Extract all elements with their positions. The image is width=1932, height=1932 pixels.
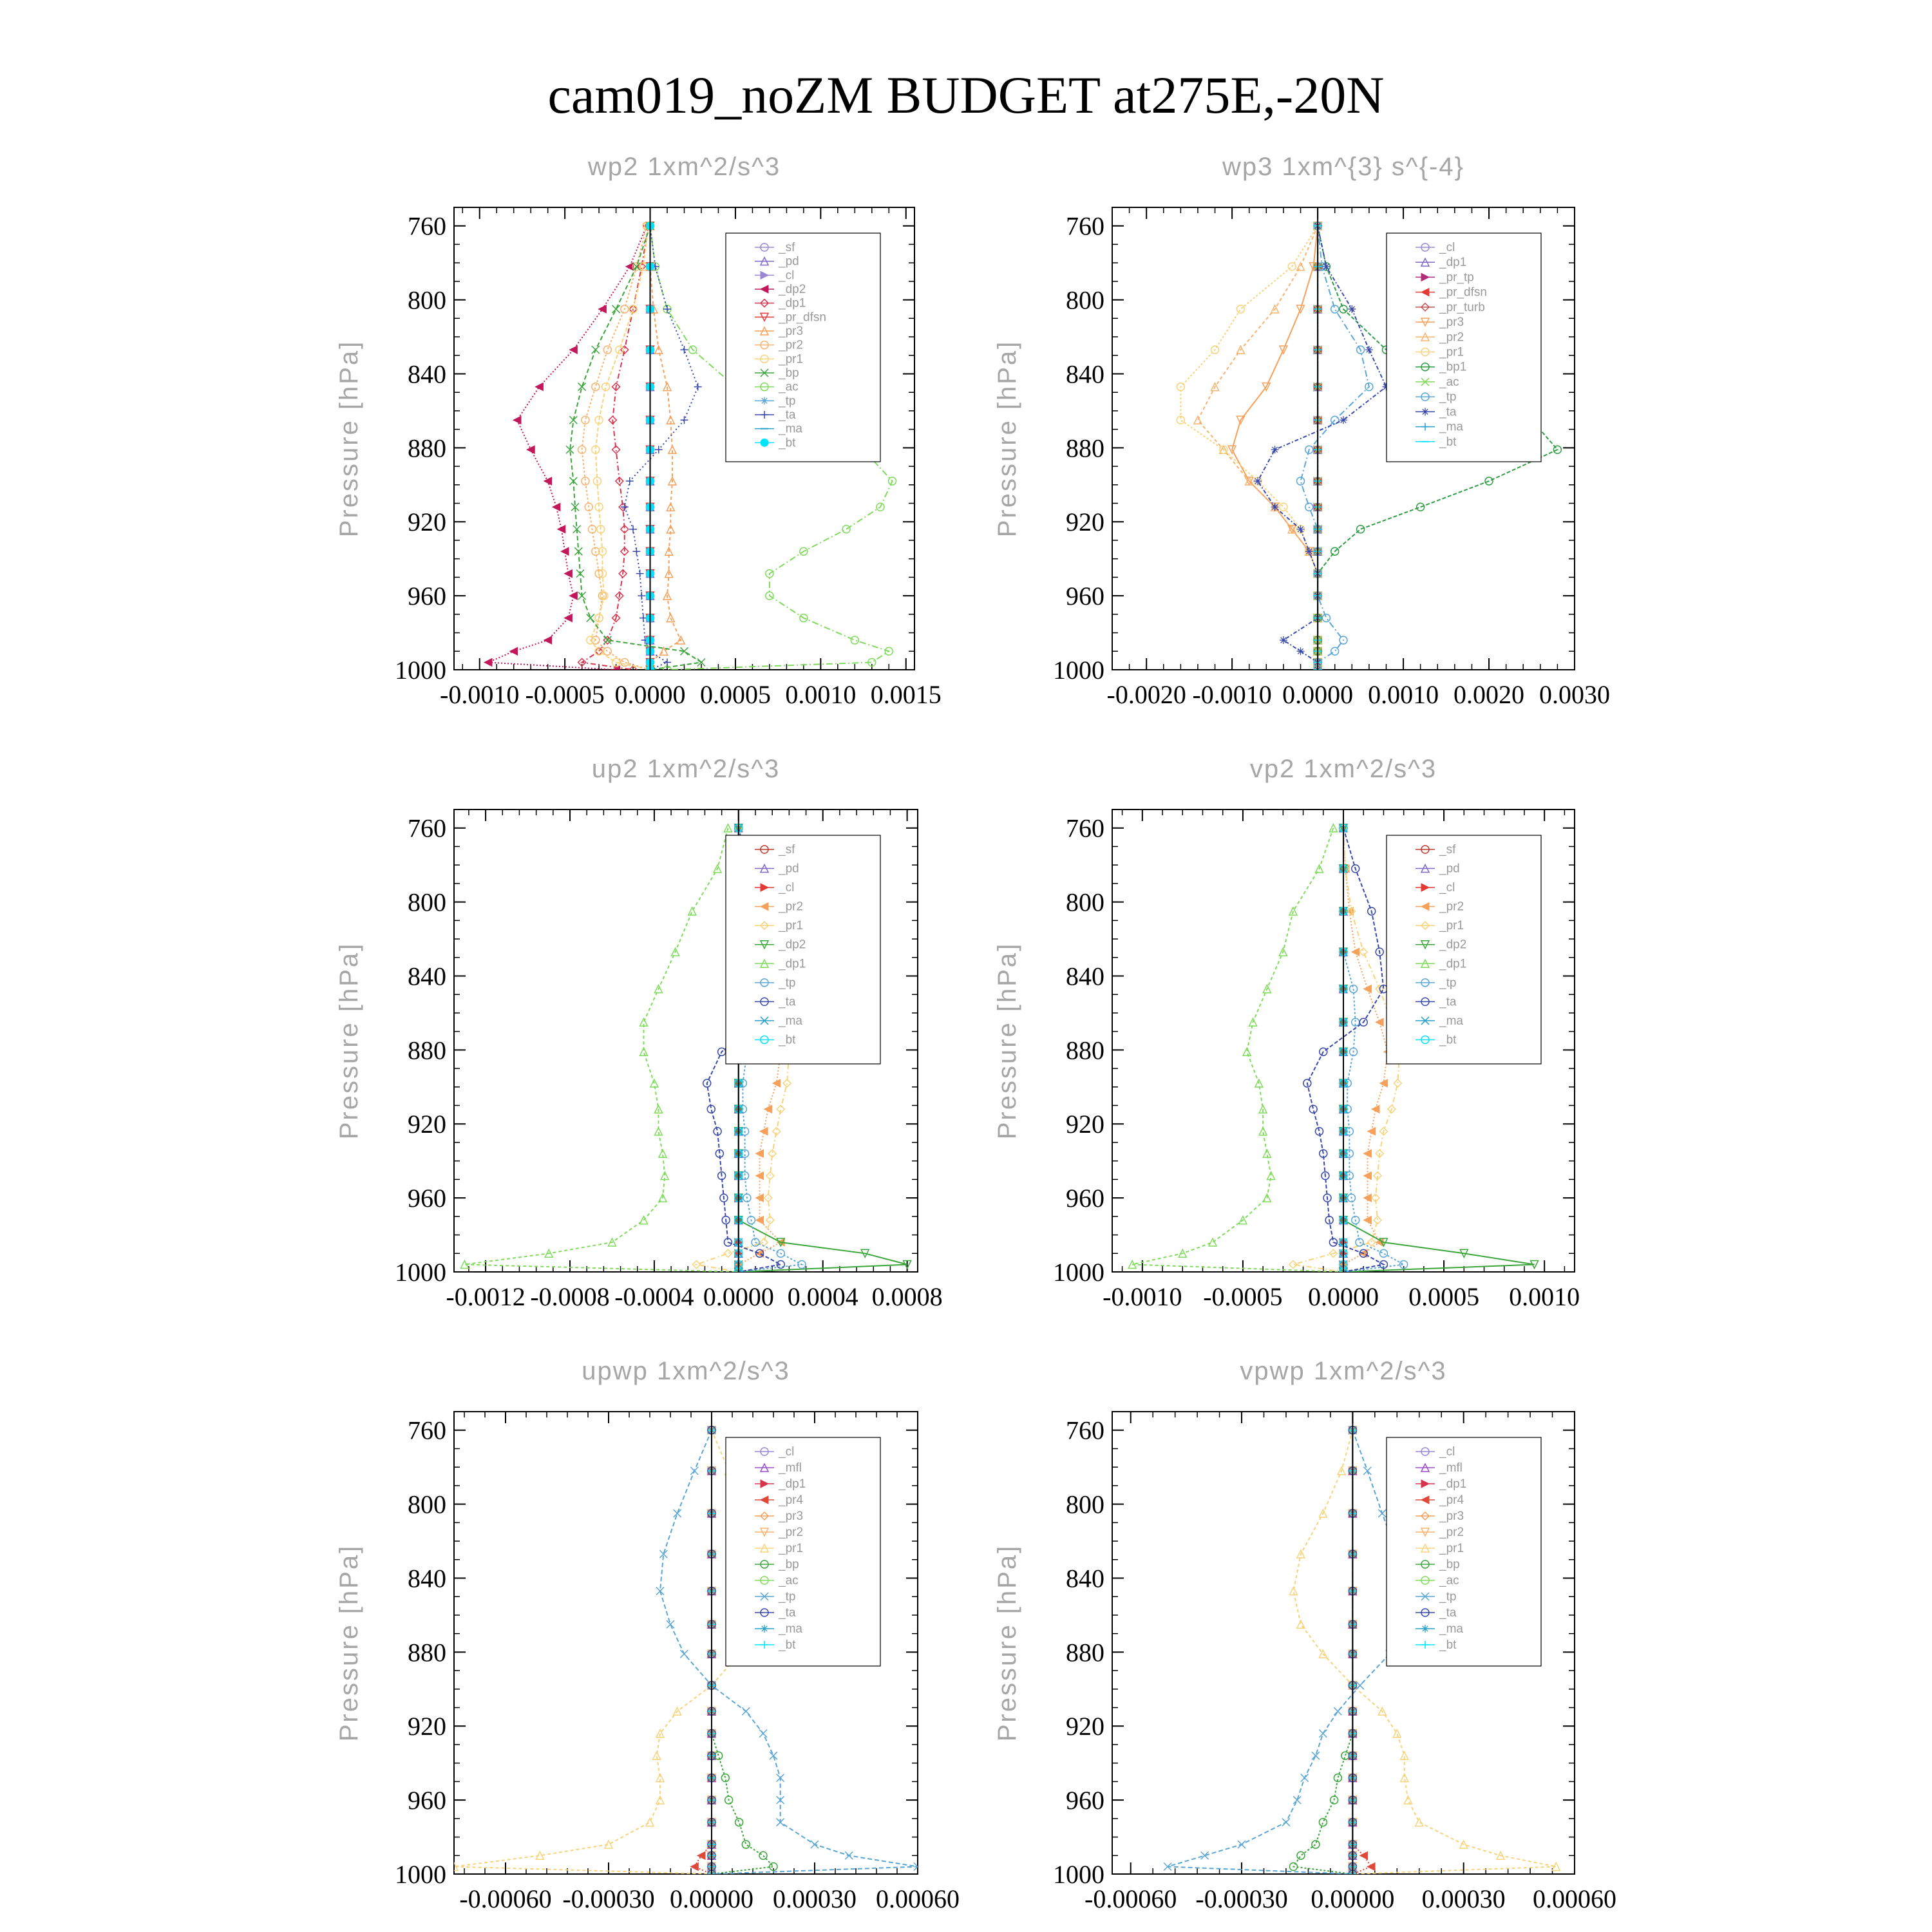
x-tick-label: -0.0010 xyxy=(1103,1282,1182,1311)
figure-title: cam019_noZM BUDGET at275E,-20N xyxy=(547,66,1385,124)
legend-label: _bp1 xyxy=(1439,360,1467,374)
legend-label: _pr3 xyxy=(1439,316,1464,330)
series-line-bp xyxy=(1294,1430,1353,1874)
legend-label: _sf xyxy=(779,241,795,254)
x-tick-label: 0.00000 xyxy=(670,1884,753,1913)
legend-label: _ac xyxy=(1439,1574,1459,1587)
legend-label: _tp xyxy=(1439,390,1457,404)
legend-label: _tp xyxy=(779,976,796,990)
data-point xyxy=(553,503,560,511)
series-line-pr3 xyxy=(650,226,681,670)
x-tick-label: 0.00030 xyxy=(1421,1884,1506,1913)
x-tick-label: -0.0020 xyxy=(1106,680,1186,709)
data-point xyxy=(1280,503,1287,511)
data-point xyxy=(1368,1128,1376,1135)
legend xyxy=(1387,233,1541,462)
y-tick-label: 880 xyxy=(1066,1036,1104,1065)
data-point xyxy=(851,636,858,644)
data-point xyxy=(742,1707,750,1715)
data-point xyxy=(603,647,611,655)
y-tick-label: 840 xyxy=(408,359,446,389)
data-point xyxy=(1417,503,1425,511)
legend-label: _dp1 xyxy=(779,296,806,310)
y-tick-label: 760 xyxy=(408,813,446,843)
legend-label: _dp2 xyxy=(1439,938,1467,952)
x-tick-label: 0.0020 xyxy=(1454,680,1525,709)
x-tick-label: 0.0010 xyxy=(1509,1282,1580,1311)
legend-label: _ta xyxy=(779,995,796,1009)
legend-label: _ma xyxy=(779,1622,802,1636)
panel-title: vpwp 1xm^2/s^3 xyxy=(1240,1357,1447,1385)
data-point xyxy=(1271,446,1279,453)
panel-vpwp xyxy=(993,1357,1616,1913)
data-point xyxy=(598,305,606,313)
data-point xyxy=(1319,1819,1327,1826)
data-point xyxy=(1322,614,1330,622)
legend-label: _pr1 xyxy=(779,919,804,933)
panel-title: up2 1xm^2/s^3 xyxy=(591,755,781,783)
y-tick-label: 760 xyxy=(1066,1416,1104,1445)
data-point xyxy=(656,1587,664,1595)
panel-title: wp2 1xm^2/s^3 xyxy=(587,153,781,181)
data-point xyxy=(742,1841,750,1848)
y-tick-label: 1000 xyxy=(1053,1258,1104,1287)
series-line-dp1 xyxy=(464,828,738,1272)
data-point xyxy=(1341,1752,1349,1759)
data-point xyxy=(1379,1249,1387,1257)
x-tick-label: 0.0004 xyxy=(787,1282,858,1311)
y-tick-label: 920 xyxy=(1066,1110,1104,1139)
y-tick-label: 920 xyxy=(1066,507,1104,537)
data-point xyxy=(1393,1730,1401,1738)
legend-label: _pr2 xyxy=(779,338,804,352)
data-point xyxy=(1363,985,1371,993)
legend-label: _cl xyxy=(779,269,795,283)
x-tick-label: 0.0010 xyxy=(1368,680,1439,709)
y-tick-label: 880 xyxy=(408,1638,446,1667)
data-point xyxy=(1376,1018,1383,1026)
y-tick-label: 840 xyxy=(1066,359,1104,389)
legend-label: _dp1 xyxy=(1439,957,1467,971)
data-point xyxy=(1352,948,1359,956)
legend-label: _pr2 xyxy=(1439,1526,1464,1539)
x-tick-label: 0.0010 xyxy=(785,680,857,709)
x-tick-label: -0.0004 xyxy=(614,1282,694,1311)
panel-upwp xyxy=(335,1357,960,1913)
x-tick-label: 0.0008 xyxy=(871,1282,943,1311)
y-axis-label: Pressure [hPa] xyxy=(993,1544,1021,1742)
series-line-pr1 xyxy=(1180,226,1318,670)
y-tick-label: 800 xyxy=(1066,887,1104,917)
y-tick-label: 840 xyxy=(408,1564,446,1593)
legend xyxy=(1387,1437,1541,1666)
series-line-bp xyxy=(570,226,701,670)
legend-label: _pr_turb xyxy=(1439,300,1485,314)
legend-label: _dp2 xyxy=(779,283,806,296)
legend-label: _pr2 xyxy=(779,900,804,914)
panel-up2 xyxy=(335,755,943,1311)
data-point xyxy=(1378,1510,1386,1517)
data-point xyxy=(638,592,645,600)
legend-label: _pr1 xyxy=(1439,345,1464,359)
legend-label: _pr2 xyxy=(1439,900,1464,914)
legend-label: _tp xyxy=(779,1590,796,1604)
legend-label: _dp1 xyxy=(1439,1477,1467,1491)
legend-label: _bp xyxy=(779,1558,799,1571)
panel-vp2 xyxy=(993,755,1580,1311)
legend-label: _dp1 xyxy=(779,957,806,971)
x-tick-label: 0.0030 xyxy=(1539,680,1610,709)
x-tick-label: 0.0005 xyxy=(699,680,771,709)
data-point xyxy=(1374,1217,1381,1224)
y-tick-label: 800 xyxy=(1066,285,1104,315)
legend-label: _mfl xyxy=(779,1461,802,1475)
legend-label: _pr3 xyxy=(1439,1510,1464,1523)
data-point xyxy=(756,1217,764,1224)
data-point xyxy=(576,570,584,578)
legend-label: _pr1 xyxy=(1439,1542,1464,1555)
series-line-ta xyxy=(625,226,698,670)
data-point xyxy=(592,383,600,391)
data-point xyxy=(1209,1238,1217,1246)
data-point xyxy=(1297,1852,1305,1859)
y-tick-label: 960 xyxy=(408,1184,446,1213)
data-point xyxy=(1331,305,1339,313)
data-point xyxy=(527,446,535,453)
legend xyxy=(726,835,880,1064)
series-line-dp2 xyxy=(488,226,647,670)
y-tick-label: 1000 xyxy=(1053,656,1104,685)
y-axis-label: Pressure [hPa] xyxy=(335,1544,363,1742)
legend-label: _cl xyxy=(1439,881,1455,895)
x-tick-label: 0.0000 xyxy=(614,680,686,709)
data-point xyxy=(1297,647,1305,655)
legend-label: _pr4 xyxy=(779,1493,804,1507)
legend-label: _ma xyxy=(1439,1014,1463,1028)
data-point xyxy=(535,383,543,391)
panel-wp3 xyxy=(993,153,1610,709)
legend-label: _ac xyxy=(779,1574,799,1587)
data-point xyxy=(735,1819,743,1826)
data-point xyxy=(1356,1681,1364,1689)
legend-label: _ma xyxy=(1439,1622,1463,1636)
legend-label: _bp xyxy=(779,366,799,380)
legend-label: _sf xyxy=(779,843,795,857)
x-tick-label: 0.0015 xyxy=(870,680,942,709)
data-point xyxy=(697,1852,705,1859)
y-tick-label: 1000 xyxy=(395,1860,446,1889)
y-tick-label: 880 xyxy=(408,1036,446,1065)
y-tick-label: 760 xyxy=(1066,813,1104,843)
legend-label: _pr1 xyxy=(1439,919,1464,933)
data-point xyxy=(1348,305,1356,313)
data-point xyxy=(1297,477,1305,485)
series-line-tp xyxy=(1168,1430,1412,1874)
y-tick-label: 920 xyxy=(408,1712,446,1741)
y-axis-label: Pressure [hPa] xyxy=(993,942,1021,1140)
y-tick-label: 960 xyxy=(408,1786,446,1815)
y-tick-label: 960 xyxy=(1066,1786,1104,1815)
data-point xyxy=(484,659,492,667)
legend-label: _mfl xyxy=(1439,1461,1463,1475)
legend xyxy=(726,1437,880,1666)
legend-label: _ma xyxy=(1439,420,1463,434)
legend-label: _cl xyxy=(1439,1445,1455,1459)
x-tick-label: 0.00030 xyxy=(773,1884,857,1913)
data-point xyxy=(667,1620,674,1628)
legend-label: _pr2 xyxy=(1439,330,1464,345)
legend-label: _dp1 xyxy=(1439,256,1467,270)
data-point xyxy=(1368,1238,1376,1246)
data-point xyxy=(663,659,671,667)
series-line-dp1 xyxy=(1132,828,1343,1272)
data-point xyxy=(1363,1150,1371,1157)
data-point xyxy=(1367,1863,1375,1871)
data-point xyxy=(646,1819,654,1826)
legend-label: _tp xyxy=(1439,1590,1457,1604)
data-point xyxy=(811,1841,819,1848)
data-point xyxy=(1359,948,1367,956)
legend-label: _pr3 xyxy=(779,1510,804,1523)
legend-label: _pd xyxy=(779,254,799,269)
y-tick-label: 920 xyxy=(408,1110,446,1139)
x-tick-label: -0.00030 xyxy=(1195,1884,1288,1913)
data-point xyxy=(1363,1467,1371,1475)
y-tick-label: 800 xyxy=(408,1490,446,1519)
y-tick-label: 880 xyxy=(408,433,446,463)
data-point xyxy=(1297,263,1305,270)
data-point xyxy=(1236,305,1244,313)
y-tick-label: 760 xyxy=(408,1416,446,1445)
legend-label: _ac xyxy=(779,380,799,394)
data-point xyxy=(1293,1796,1301,1804)
legend-label: _ta xyxy=(1439,1606,1457,1620)
legend-label: _bt xyxy=(779,1638,796,1652)
data-point xyxy=(1282,1819,1290,1826)
data-point xyxy=(845,1852,853,1859)
data-point xyxy=(513,416,521,424)
y-tick-label: 920 xyxy=(408,507,446,537)
data-point xyxy=(1301,1774,1309,1782)
data-point xyxy=(759,1852,767,1859)
y-tick-label: 880 xyxy=(1066,433,1104,463)
data-point xyxy=(1238,1841,1245,1848)
data-point xyxy=(681,346,688,354)
y-tick-label: 800 xyxy=(408,285,446,315)
legend-label: _pd xyxy=(1439,862,1460,876)
x-tick-label: 0.0005 xyxy=(1408,1282,1480,1311)
data-point xyxy=(681,416,688,424)
legend-marker xyxy=(761,1625,768,1633)
legend-label: _bt xyxy=(779,436,796,450)
y-tick-label: 840 xyxy=(408,961,446,991)
legend xyxy=(726,233,880,462)
legend-label: _bt xyxy=(1439,435,1457,449)
data-point xyxy=(1201,1852,1209,1859)
legend-label: _pr3 xyxy=(779,325,804,338)
panel-wp2 xyxy=(335,153,942,709)
x-tick-label: -0.00060 xyxy=(459,1884,552,1913)
data-point xyxy=(587,614,594,622)
x-tick-label: 0.00060 xyxy=(876,1884,960,1913)
x-tick-label: -0.0010 xyxy=(440,680,520,709)
data-point xyxy=(1365,346,1373,354)
data-point xyxy=(760,1238,768,1246)
legend-label: _cl xyxy=(779,881,795,895)
data-point xyxy=(1334,1707,1341,1715)
legend-label: _pr1 xyxy=(779,352,804,366)
y-tick-label: 960 xyxy=(1066,1184,1104,1213)
data-point xyxy=(770,1752,777,1759)
x-tick-label: -0.0010 xyxy=(1192,680,1272,709)
data-point xyxy=(690,1467,698,1475)
data-point xyxy=(569,416,577,424)
legend-label: _ma xyxy=(779,1014,802,1028)
y-tick-label: 1000 xyxy=(1053,1860,1104,1889)
legend-label: _bt xyxy=(1439,1638,1457,1652)
data-point xyxy=(612,305,620,313)
data-point xyxy=(694,383,702,391)
x-tick-label: -0.00060 xyxy=(1084,1884,1177,1913)
data-point xyxy=(564,570,572,578)
series-line-pr2 xyxy=(1198,226,1318,670)
legend-label: _bt xyxy=(1439,1033,1457,1047)
data-point xyxy=(1363,1217,1371,1224)
data-point xyxy=(724,1249,732,1257)
legend-label: _cl xyxy=(779,1445,795,1459)
data-point xyxy=(636,570,644,578)
y-tick-label: 960 xyxy=(1066,582,1104,611)
x-tick-label: 0.0000 xyxy=(703,1282,774,1311)
data-point xyxy=(558,526,565,533)
data-point xyxy=(544,636,552,644)
y-tick-label: 800 xyxy=(408,887,446,917)
x-tick-label: 0.0000 xyxy=(1308,1282,1379,1311)
data-point xyxy=(674,1510,681,1517)
data-point xyxy=(1416,1819,1423,1826)
legend-label: _ta xyxy=(779,1606,796,1620)
y-tick-label: 800 xyxy=(1066,1490,1104,1519)
legend-label: _dp1 xyxy=(779,1477,806,1491)
data-point xyxy=(561,547,569,555)
data-point xyxy=(1312,1841,1320,1848)
data-point xyxy=(632,547,640,555)
legend-label: _ma xyxy=(779,422,802,436)
legend-label: _tp xyxy=(1439,976,1457,990)
legend-label: _pr_dfsn xyxy=(779,310,826,325)
panels xyxy=(335,153,1616,1913)
legend-label: _cl xyxy=(1439,241,1455,254)
data-point xyxy=(688,907,696,915)
data-point xyxy=(510,647,518,655)
data-point xyxy=(777,1796,784,1804)
data-point xyxy=(569,592,577,600)
x-tick-label: 0.0000 xyxy=(1282,680,1354,709)
x-tick-label: -0.0005 xyxy=(1203,1282,1283,1311)
legend-label: _pd xyxy=(779,862,799,876)
legend-label: _dp2 xyxy=(779,938,806,952)
legend-label: _bt xyxy=(779,1033,796,1047)
x-tick-label: -0.0012 xyxy=(446,1282,526,1311)
data-point xyxy=(1319,1730,1327,1738)
x-tick-label: -0.00030 xyxy=(562,1884,655,1913)
data-point xyxy=(756,1150,764,1157)
legend-label: _ac xyxy=(1439,375,1459,389)
data-point xyxy=(1357,526,1365,533)
data-point xyxy=(680,1650,688,1658)
legend-label: _pr4 xyxy=(1439,1493,1464,1507)
legend-label: _pr_tp xyxy=(1439,270,1474,285)
data-point xyxy=(1305,547,1313,555)
data-point xyxy=(603,346,611,354)
data-point xyxy=(544,477,552,485)
data-point xyxy=(1331,647,1339,655)
y-tick-label: 1000 xyxy=(395,1258,446,1287)
x-tick-label: -0.0008 xyxy=(530,1282,610,1311)
legend-label: _sf xyxy=(1439,843,1456,857)
data-point xyxy=(690,1863,698,1871)
data-point xyxy=(629,526,637,533)
y-tick-label: 840 xyxy=(1066,961,1104,991)
series-line-tp xyxy=(1301,226,1369,670)
y-tick-label: 1000 xyxy=(395,656,446,685)
y-axis-label: Pressure [hPa] xyxy=(335,942,363,1140)
legend-label: _pr1 xyxy=(779,1542,804,1555)
legend-label: _ta xyxy=(779,408,796,422)
panel-title: vp2 1xm^2/s^3 xyxy=(1249,755,1437,783)
legend-label: _ta xyxy=(1439,995,1457,1009)
y-tick-label: 960 xyxy=(408,582,446,611)
data-point xyxy=(578,383,586,391)
x-tick-label: 0.00000 xyxy=(1311,1884,1395,1913)
y-tick-label: 760 xyxy=(408,211,446,241)
data-point xyxy=(1280,636,1287,644)
legend-label: _bp xyxy=(1439,1558,1460,1571)
data-point xyxy=(1312,1752,1320,1759)
legend-label: _ta xyxy=(1439,405,1457,419)
legend xyxy=(1387,835,1541,1064)
panel-title: upwp 1xm^2/s^3 xyxy=(582,1357,790,1385)
y-axis-label: Pressure [hPa] xyxy=(993,339,1021,538)
legend-label: _tp xyxy=(779,394,796,408)
x-tick-label: -0.0005 xyxy=(525,680,605,709)
y-tick-label: 920 xyxy=(1066,1712,1104,1741)
data-point xyxy=(1340,416,1347,424)
legend-marker xyxy=(1421,1625,1429,1633)
y-tick-label: 840 xyxy=(1066,1564,1104,1593)
data-point xyxy=(1350,985,1358,993)
legend-label: _pr2 xyxy=(779,1526,804,1539)
legend-label: _pr_dfsn xyxy=(1439,285,1487,299)
y-axis-label: Pressure [hPa] xyxy=(335,339,363,538)
data-point xyxy=(759,1730,767,1738)
panel-title: wp3 1xm^{3} s^{-4} xyxy=(1222,153,1464,181)
legend-marker xyxy=(761,439,768,446)
y-tick-label: 880 xyxy=(1066,1638,1104,1667)
x-tick-label: 0.00060 xyxy=(1533,1884,1616,1913)
data-point xyxy=(592,346,600,354)
y-tick-label: 760 xyxy=(1066,211,1104,241)
